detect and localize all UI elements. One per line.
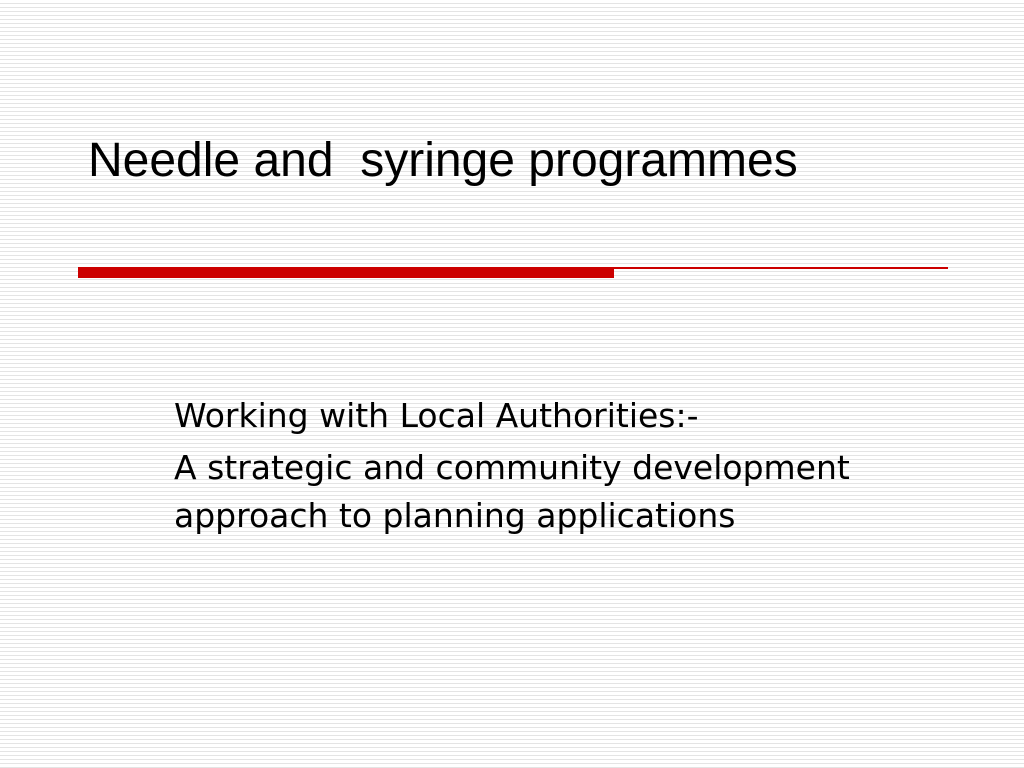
title-underline-thin bbox=[614, 267, 948, 269]
title-underline-thick bbox=[78, 267, 614, 278]
subtitle-line: A strategic and community development approach to planning applications bbox=[174, 448, 850, 535]
slide-title: Needle and syringe programmes bbox=[88, 134, 798, 187]
subtitle-line: Working with Local Authorities:- bbox=[174, 396, 699, 435]
slide-subtitle bbox=[174, 392, 914, 544]
